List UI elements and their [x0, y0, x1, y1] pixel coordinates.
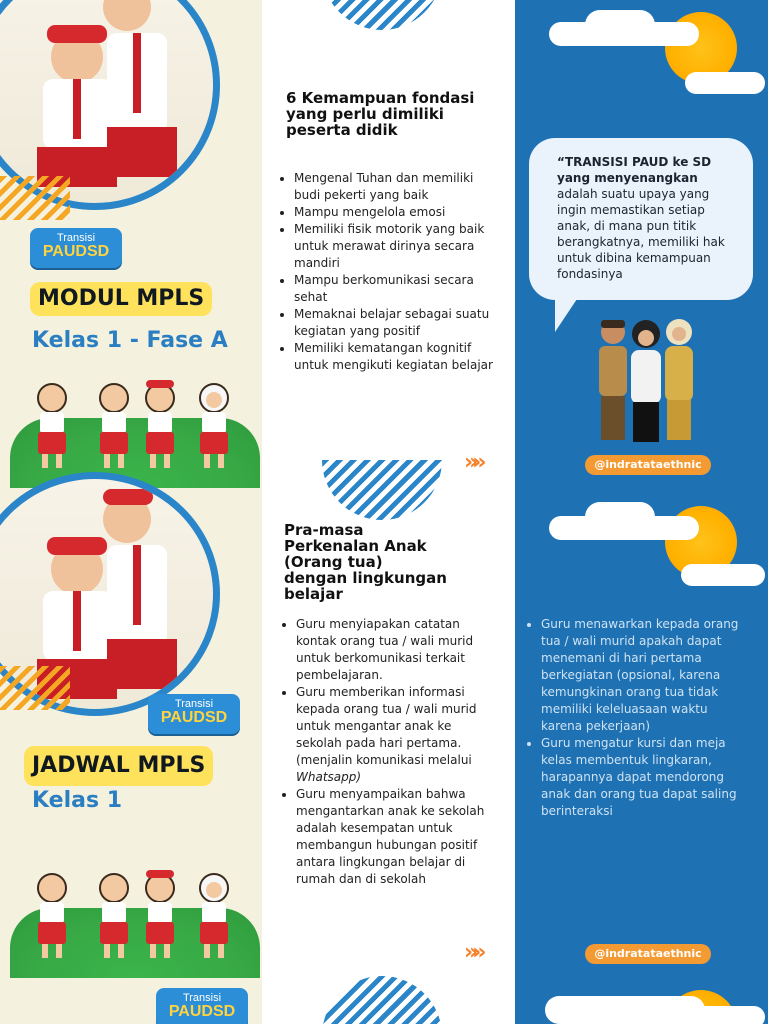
kid-2 — [100, 384, 128, 468]
kid-4 — [200, 384, 228, 468]
kid-1 — [38, 874, 66, 958]
transisi-paudsd-logo — [156, 988, 248, 1024]
striped-half-circle — [322, 976, 442, 1024]
jadwal-mpls-badge: JADWAL MPLS — [24, 746, 213, 786]
list-item: • Guru mengatur kursi dan meja kelas membentuk lingkaran, harapannya dapat mendorong anak dan orang tua dapat saling berinteraksi — [541, 735, 768, 820]
list-item: • Memaknai belajar sebagai suatu kegiatan yang positif — [294, 306, 515, 340]
kid-4 — [200, 874, 228, 958]
kid-3 — [146, 870, 174, 958]
right-column — [515, 0, 768, 1024]
logo-line2: PAUDSD — [42, 243, 110, 260]
arrows-icon: »» — [464, 450, 481, 475]
kelas-subtitle: Kelas 1 — [32, 788, 123, 813]
list-item: • Guru memberikan informasi kepada orang tua / wali murid untuk mengantar anak ke sekolah pada hari pertama. (menjalin komunikasi melalui Whatsapp) — [296, 684, 515, 786]
section2-title: Pra-masa Perkenalan Anak (Orang tua) dengan lingkungan belajar — [284, 521, 447, 603]
kelas-fase-subtitle: Kelas 1 - Fase A — [32, 328, 228, 353]
list-item: • Mampu berkomunikasi secara sehat — [294, 272, 515, 306]
logo-line1: Transisi — [56, 232, 96, 244]
quote-bubble-tail — [555, 296, 579, 332]
cloud-icon — [585, 502, 655, 532]
kids-row-1 — [28, 376, 258, 476]
teachers-illustration — [591, 312, 701, 448]
striped-half-circle — [322, 460, 442, 520]
right-list — [525, 616, 768, 820]
logo-line1: Transisi — [182, 992, 222, 1004]
list-item: • Guru menyiapakan catatan kontak orang tua / wali murid untuk berkomunikasi terkait pembelajaran. — [296, 616, 515, 684]
list-item: • Mengenal Tuhan dan memiliki budi pekerti yang baik — [294, 170, 515, 204]
kid-2 — [100, 874, 128, 958]
cloud-icon — [685, 72, 765, 94]
cloud-icon — [681, 1006, 765, 1024]
quote-text: “TRANSISI PAUD ke SD yang menyenangkan adalah suatu upaya yang ingin memastikan setiap anak, di mana pun titik berangkatnya, memiliki hak untuk dibina kemampuan fondasinya — [557, 155, 725, 281]
logo-line2: PAUDSD — [160, 709, 228, 726]
cloud-icon — [681, 564, 765, 586]
kid-1 — [38, 384, 66, 468]
list-item: • Guru menyampaikan bahwa mengantarkan anak ke sekolah adalah kesempatan untuk membangun hubungan positif antara lingkungan belajar di rumah dan di sekolah — [296, 786, 515, 888]
cloud-icon — [585, 10, 655, 40]
list-item: • Memiliki fisik motorik yang baik untuk merawat dirinya secara mandiri — [294, 221, 515, 272]
social-handle-badge: @indratataethnic — [585, 944, 711, 964]
arrows-icon: »» — [464, 940, 481, 965]
list-item: • Mampu mengelola emosi — [294, 204, 515, 221]
students-illustration — [0, 0, 213, 203]
list-item: • Guru menawarkan kepada orang tua / wali murid apakah dapat menemani di hari pertama berkegiatan (opsional, karena kemungkinan orang tua tidak memiliki keleluasaan waktu karena pekerjaan) — [541, 616, 768, 735]
left-column — [0, 0, 262, 1024]
striped-half-circle — [322, 0, 442, 30]
section1-list — [278, 170, 515, 374]
section2-list — [280, 616, 515, 888]
kids-row-2 — [28, 866, 258, 966]
logo-line1: Transisi — [174, 698, 214, 710]
section1-title: 6 Kemampuan fondasi yang perlu dimiliki peserta didik — [286, 89, 475, 139]
kid-3 — [146, 380, 174, 468]
middle-column — [262, 0, 515, 1024]
transisi-paudsd-logo — [30, 228, 122, 268]
social-handle-badge: @indratataethnic — [585, 455, 711, 475]
modul-mpls-badge: MODUL MPLS — [30, 282, 212, 316]
logo-line2: PAUDSD — [168, 1003, 236, 1020]
decor-stripes — [0, 176, 70, 220]
decor-stripes — [0, 666, 70, 710]
list-item: • Memiliki kematangan kognitif untuk mengikuti kegiatan belajar — [294, 340, 515, 374]
transisi-paudsd-logo — [148, 694, 240, 734]
